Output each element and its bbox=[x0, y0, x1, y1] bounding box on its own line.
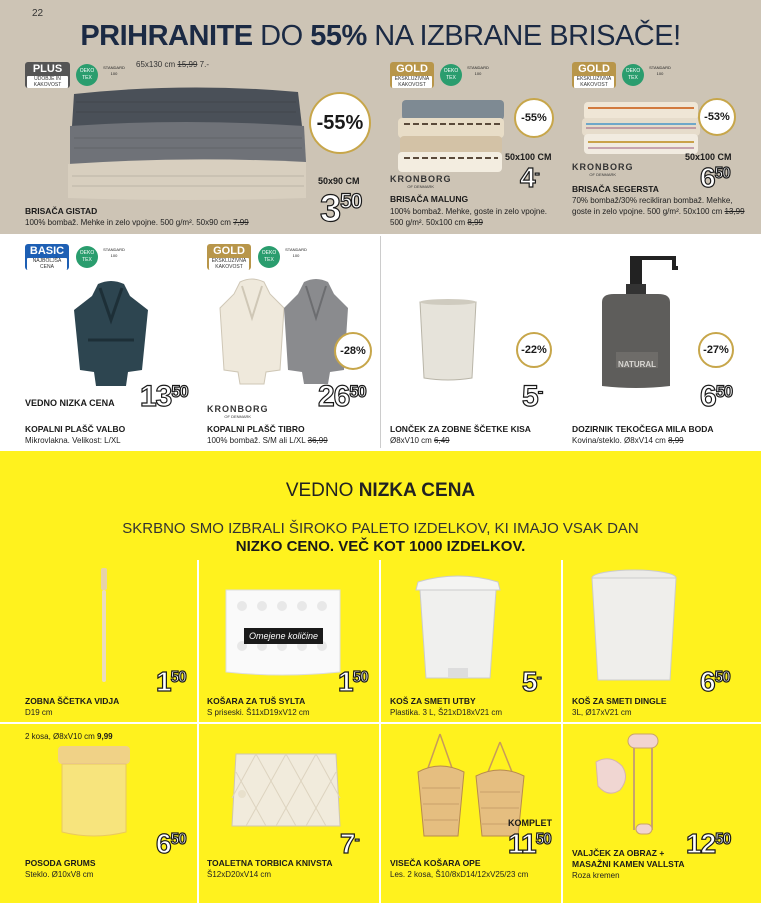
vidja-desc: D19 cm bbox=[25, 708, 53, 717]
grums-desc: Steklo. Ø10xV8 cm bbox=[25, 870, 94, 879]
tibro-robes-image bbox=[218, 278, 350, 386]
komplet-label: KOMPLET bbox=[508, 818, 552, 828]
dingle-price: $6^{50}$ bbox=[700, 666, 730, 697]
oeko-tex-icon: OEKO TEX bbox=[258, 246, 280, 268]
kronborg-logo: KRONBORG OF DENMARK bbox=[572, 162, 634, 177]
grums-extra: 2 kosa, Ø8xV10 cm 9,99 bbox=[25, 732, 113, 741]
standard-100-label: STANDARD 100 bbox=[285, 247, 307, 258]
vidja-name: ZOBNA ŠČETKA VIDJA bbox=[25, 696, 120, 706]
knivsta-name: TOALETNA TORBICA KNIVSTA bbox=[207, 858, 333, 868]
knivsta-bag-image bbox=[226, 742, 346, 830]
standard-100-label: STANDARD 100 bbox=[467, 65, 489, 76]
tibro-name: KOPALNI PLAŠČ TIBRO bbox=[207, 424, 305, 434]
vedno-nizka-cena-logo: VEDNO NIZKA CENA bbox=[25, 398, 115, 408]
grums-price: $6^{50}$ bbox=[156, 828, 186, 859]
standard-100-label: STANDARD 100 bbox=[103, 247, 125, 258]
divider bbox=[380, 236, 381, 448]
segersta-discount-badge: -53% bbox=[698, 98, 736, 136]
sylta-price: $1^{50}$ bbox=[338, 666, 368, 697]
page-number: 22 bbox=[32, 8, 44, 19]
gistad-extra: 65x130 cm 15,99 7.- bbox=[136, 60, 209, 69]
gold-badge: GOLD EKSKLUZIVNA KAKOVOST bbox=[572, 62, 616, 88]
tibro-desc: 100% bombaž. S/M ali L/XL 36,99 bbox=[207, 436, 328, 445]
valbo-name: KOPALNI PLAŠČ VALBO bbox=[25, 424, 126, 434]
oeko-tex-icon: OEKO TEX bbox=[440, 64, 462, 86]
ope-name: VISEČA KOŠARA OPE bbox=[390, 858, 481, 868]
kisa-discount-badge: -22% bbox=[516, 332, 552, 368]
malung-discount-badge: -55% bbox=[514, 98, 554, 138]
boda-discount-badge: -27% bbox=[698, 332, 734, 368]
malung-towels-image bbox=[394, 96, 510, 174]
ope-price: $11^{50}$ bbox=[508, 828, 551, 859]
standard-100-label: STANDARD 100 bbox=[103, 65, 125, 76]
valbo-robe-image bbox=[70, 280, 152, 388]
sylta-name: KOŠARA ZA TUŠ SYLTA bbox=[207, 696, 306, 706]
divider bbox=[0, 722, 761, 724]
segersta-towels-image bbox=[580, 100, 702, 156]
grums-jar-image bbox=[56, 744, 132, 840]
gistad-price: $3^{50}$ bbox=[320, 188, 362, 230]
tagline: SKRBNO SMO IZBRALI ŠIROKO PALETO IZDELKOV, KI IMAJO VSAK DAN NIZKO CENO. VEČ KOT 1000 IZDELKOV. bbox=[122, 520, 639, 555]
dingle-desc: 3L, Ø17xV21 cm bbox=[572, 708, 632, 717]
vallsta-desc: Roza kremen bbox=[572, 871, 620, 880]
knivsta-price: 7- bbox=[340, 828, 359, 859]
standard-100-label: STANDARD 100 bbox=[649, 65, 671, 76]
grums-name: POSODA GRUMS bbox=[25, 858, 96, 868]
utby-desc: Plastika. 3 L, Š21xD18xV21 cm bbox=[390, 708, 503, 717]
knivsta-desc: Š12xD20xV14 cm bbox=[207, 870, 272, 879]
boda-dispenser-image bbox=[596, 252, 692, 392]
plus-badge: PLUS UDOBJE IN KAKOVOST bbox=[25, 62, 70, 88]
dingle-bin-image bbox=[588, 568, 680, 684]
segersta-name: BRISAČA SEGERSTA bbox=[572, 184, 659, 194]
vallsta-name: VALJČEK ZA OBRAZ + MASAŽNI KAMEN VALLSTA bbox=[572, 848, 685, 869]
basic-badge: BASIC NAJBOLJŠA CENA bbox=[25, 244, 69, 270]
gistad-discount-badge: -55% bbox=[309, 92, 371, 154]
limited-quantities-tag: Omejene količine bbox=[244, 628, 323, 644]
gold-badge: GOLD EKSKLUZIVNA KAKOVOST bbox=[207, 244, 251, 270]
gistad-desc: 100% bombaž. Mehke in zelo vpojne. 500 g/m². 50x90 cm 7,99 bbox=[25, 218, 249, 227]
boda-desc: Kovina/steklo. Ø8xV14 cm 8,99 bbox=[572, 436, 684, 445]
valbo-price: $13^{50}$ bbox=[140, 380, 188, 413]
kisa-cup-image bbox=[416, 298, 480, 382]
sylta-desc: S priseski. Š11xD19xV12 cm bbox=[207, 708, 310, 717]
gold-badge: GOLD EKSKLUZIVNA KAKOVOST bbox=[390, 62, 434, 88]
kisa-desc: Ø8xV10 cm 6,49 bbox=[390, 436, 450, 445]
malung-price: 4- bbox=[520, 162, 539, 193]
utby-price: 5- bbox=[522, 666, 541, 697]
kisa-price: 5- bbox=[522, 380, 543, 413]
vedno-nizka-cena-banner: VEDNO NIZKA CENA bbox=[285, 480, 476, 501]
utby-bin-image bbox=[412, 570, 504, 684]
malung-size: 50x100 CM bbox=[505, 152, 552, 162]
headline: PRIHRANITE DO 55% NA IZBRANE BRISAČE! bbox=[80, 20, 681, 52]
gistad-name: BRISAČA GISTAD bbox=[25, 206, 98, 216]
vallsta-price: $12^{50}$ bbox=[686, 828, 731, 859]
tibro-discount-badge: -28% bbox=[334, 332, 372, 370]
oeko-tex-icon: OEKO TEX bbox=[76, 246, 98, 268]
oeko-tex-icon: OEKO TEX bbox=[76, 64, 98, 86]
boda-name: DOZIRNIK TEKOČEGA MILA BODA bbox=[572, 424, 714, 434]
ope-desc: Les. 2 kosa, Š10/8xD14/12xV25/23 cm bbox=[390, 870, 529, 879]
malung-name: BRISAČA MALUNG bbox=[390, 194, 469, 204]
boda-price: $6^{50}$ bbox=[700, 380, 733, 413]
segersta-size: 50x100 CM bbox=[685, 152, 732, 162]
valbo-desc: Mikrovlakna. Velikost: L/XL bbox=[25, 436, 121, 445]
divider bbox=[197, 560, 199, 903]
vallsta-roller-image bbox=[590, 732, 670, 842]
utby-name: KOŠ ZA SMETI UTBY bbox=[390, 696, 476, 706]
vidja-toothbrush-image bbox=[96, 566, 112, 684]
kronborg-logo: KRONBORG OF DENMARK bbox=[390, 174, 452, 189]
segersta-price: $6^{50}$ bbox=[700, 162, 730, 193]
divider bbox=[561, 560, 563, 903]
oeko-tex-icon: OEKO TEX bbox=[622, 64, 644, 86]
gistad-size: 50x90 CM bbox=[318, 176, 360, 186]
dingle-name: KOŠ ZA SMETI DINGLE bbox=[572, 696, 667, 706]
divider bbox=[379, 560, 381, 903]
gistad-towels-image bbox=[66, 82, 311, 202]
tibro-price: $26^{50}$ bbox=[318, 380, 366, 413]
vidja-price: $1^{50}$ bbox=[156, 666, 186, 697]
kisa-name: LONČEK ZA ZOBNE ŠČETKE KISA bbox=[390, 424, 531, 434]
malung-desc: 100% bombaž. Mehke, goste in zelo vpojne. 500 g/m². 50x100 cm 8,99 bbox=[390, 207, 547, 227]
segersta-desc: 70% bombaž/30% recikliran bombaž. Mehke, goste in zelo vpojne. 500 g/m². 50x100 cm 13,99 bbox=[572, 196, 745, 216]
kronborg-logo: KRONBORG OF DENMARK bbox=[207, 404, 269, 419]
natural-label: NATURAL bbox=[618, 360, 657, 369]
